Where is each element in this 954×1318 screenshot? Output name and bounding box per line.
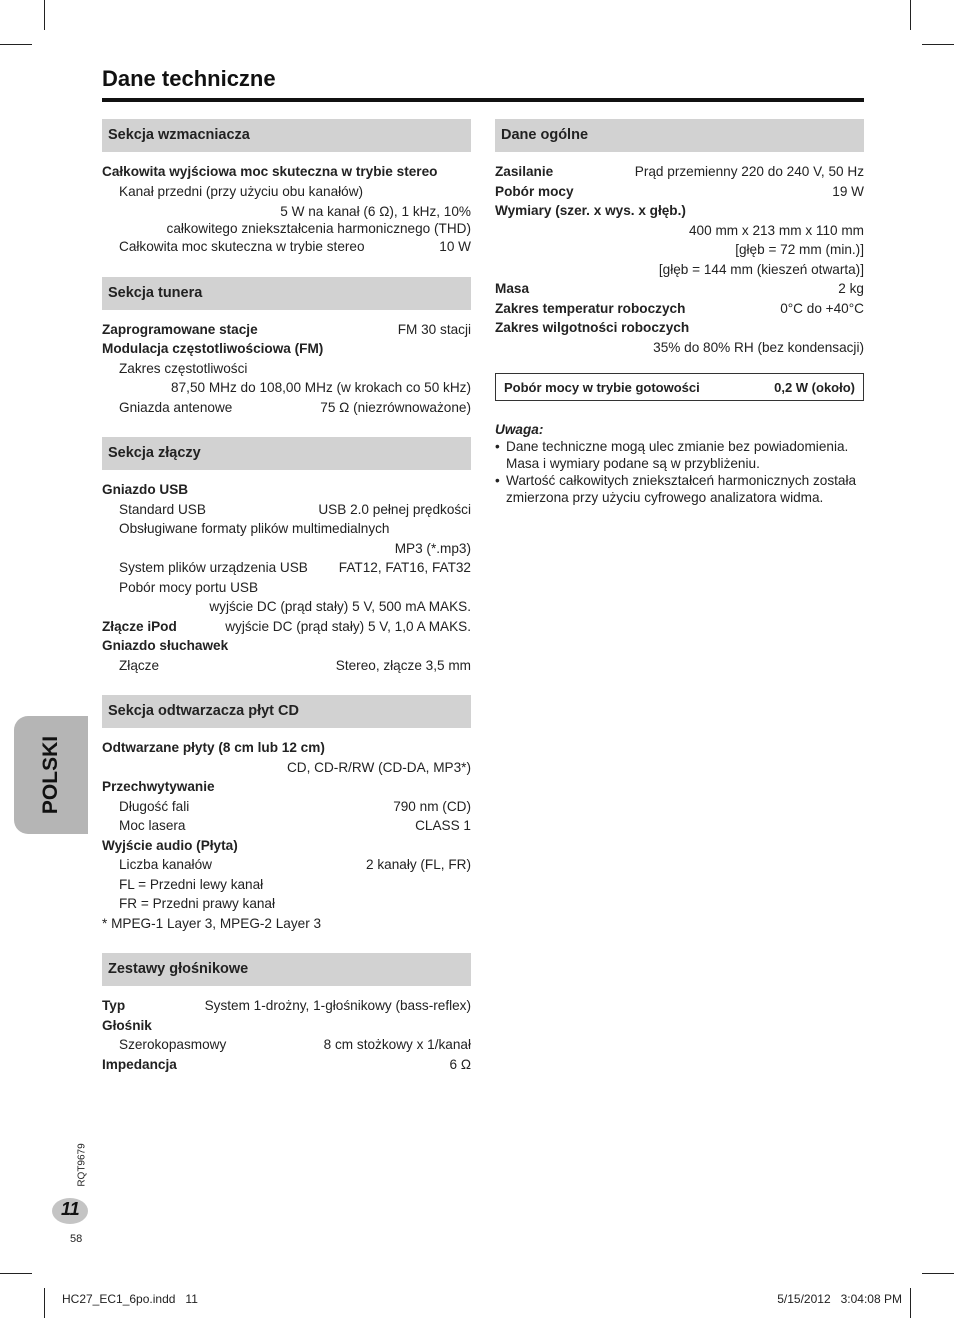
spec-value: 2 kg	[838, 281, 864, 296]
spec-value: Prąd przemienny 220 do 240 V, 50 Hz	[634, 164, 864, 179]
spec-label: Złącze	[119, 657, 160, 673]
spec-value: CLASS 1	[415, 818, 471, 833]
spec-value: System 1-drożny, 1-głośnikowy (bass-reflex)	[204, 998, 471, 1013]
section-heading: Zestawy głośnikowe	[102, 953, 471, 986]
crop-mark	[910, 0, 911, 30]
spec-value: wyjście DC (prąd stały) 5 V, 1,0 A MAKS.	[225, 618, 471, 634]
amplifier-section	[102, 119, 471, 257]
section-heading: Sekcja odtwarzacza płyt CD	[102, 695, 471, 728]
crop-mark	[922, 44, 954, 45]
general-section	[495, 119, 864, 357]
left-column	[102, 119, 471, 1094]
spec-value: CD, CD-R/RW (CD-DA, MP3*)	[286, 759, 471, 775]
section-heading: Sekcja złączy	[102, 437, 471, 470]
spec-label: Zakres temperatur roboczych	[495, 300, 686, 316]
spec-label: Zaprogramowane stacje	[102, 321, 258, 337]
channel-note: FL = Przedni lewy kanał	[119, 876, 264, 892]
terminals-section	[102, 437, 471, 675]
spec-value: 790 nm (CD)	[393, 798, 471, 814]
crop-mark	[0, 44, 32, 45]
spec-label: Odtwarzane płyty (8 cm lub 12 cm)	[102, 740, 325, 755]
spec-value: FM 30 stacji	[397, 321, 471, 337]
spec-value: wyjście DC (prąd stały) 5 V, 500 mA MAKS.	[209, 599, 471, 614]
spec-label: Typ	[102, 998, 126, 1013]
footer-timestamp: 5/15/2012 3:04:08 PM	[777, 1292, 902, 1306]
title-rule	[102, 98, 864, 102]
spec-label: Zasilanie	[495, 164, 554, 179]
spec-label: Masa	[495, 281, 530, 296]
section-heading: Sekcja wzmacniacza	[102, 119, 471, 152]
right-column	[495, 119, 864, 506]
spec-value: 75 Ω (niezrównoważone)	[320, 399, 471, 415]
section-heading: Sekcja tunera	[102, 277, 471, 310]
spec-label: Gniazdo słuchawek	[102, 638, 229, 653]
page-number-small: 58	[70, 1233, 83, 1245]
standby-value: 0,2 W (około)	[774, 379, 855, 395]
section-heading: Dane ogólne	[495, 119, 864, 152]
doc-code: RQT9679	[76, 1143, 88, 1187]
spec-label: Zakres wilgotności roboczych	[495, 320, 690, 335]
spec-label: Przechwytywanie	[102, 779, 215, 794]
page-title: Dane techniczne	[102, 66, 276, 91]
spec-label: Modulacja częstotliwościowa (FM)	[102, 341, 324, 356]
spec-value: 19 W	[832, 183, 864, 199]
spec-value: [głęb = 144 mm (kieszeń otwarta)]	[658, 261, 864, 277]
spec-label: Szerokopasmowy	[119, 1037, 227, 1052]
crop-mark	[44, 0, 45, 30]
spec-label: Liczba kanałów	[119, 857, 212, 872]
spec-value: 0°C do +40°C	[780, 300, 864, 316]
spec-value: 400 mm x 213 mm x 110 mm	[688, 222, 864, 238]
spec-label: Złącze iPod	[102, 618, 177, 634]
notes-heading: Uwaga:	[495, 422, 544, 437]
spec-label: Wymiary (szer. x wys. x głęb.)	[495, 203, 686, 218]
spec-label: Długość fali	[119, 798, 190, 814]
spec-value: 35% do 80% RH (bez kondensacji)	[653, 339, 864, 355]
spec-label: Zakres częstotliwości	[119, 360, 248, 376]
spec-label: Kanał przedni (przy użyciu obu kanałów)	[119, 183, 364, 199]
footer-file: HC27_EC1_6po.indd 11	[62, 1292, 198, 1306]
crop-mark	[910, 1288, 911, 1318]
spec-label: Moc lasera	[119, 818, 186, 833]
note-item: • Dane techniczne mogą ulec zmianie bez powiadomienia. Masa i wymiary podane są w przybliżeniu.	[495, 438, 864, 472]
spec-label: Impedancja	[102, 1056, 177, 1072]
spec-value: 87,50 MHz do 108,00 MHz (w krokach co 50 kHz)	[171, 380, 471, 395]
spec-label: Wyjście audio (Płyta)	[102, 837, 238, 853]
spec-value: USB 2.0 pełnej prędkości	[318, 501, 471, 517]
spec-value: 6 Ω	[449, 1056, 471, 1072]
page-number: 11	[61, 1199, 80, 1219]
spec-label: Standard USB	[119, 501, 206, 517]
spec-value: 2 kanały (FL, FR)	[366, 857, 471, 872]
spec-label: System plików urządzenia USB	[119, 560, 308, 575]
notes	[495, 421, 864, 506]
spec-label: Pobór mocy portu USB	[119, 579, 259, 595]
channel-note: FR = Przedni prawy kanał	[119, 896, 276, 911]
spec-value: FAT12, FAT16, FAT32	[338, 560, 471, 575]
crop-mark	[0, 1273, 32, 1274]
spec-label: Całkowita moc skuteczna w trybie stereo	[119, 239, 365, 254]
spec-value: MP3 (*.mp3)	[394, 540, 471, 556]
spec-label: Gniazda antenowe	[119, 399, 233, 415]
speakers-section	[102, 953, 471, 1074]
spec-value: całkowitego zniekształcenia harmonicznego (THD)	[166, 221, 471, 236]
spec-label: Obsługiwane formaty plików multimedialnych	[119, 521, 390, 536]
standby-power-box	[495, 373, 864, 401]
spec-label: Gniazdo USB	[102, 482, 189, 497]
spec-value: 8 cm stożkowy x 1/kanał	[323, 1037, 471, 1052]
spec-value: [głęb = 72 mm (min.)]	[735, 242, 864, 257]
spec-value: 10 W	[439, 239, 471, 254]
language-tab-label: POLSKI	[39, 735, 62, 815]
spec-label: Całkowita wyjściowa moc skuteczna w trybie stereo	[102, 164, 438, 179]
standby-label: Pobór mocy w trybie gotowości	[504, 379, 700, 395]
crop-mark	[44, 1288, 45, 1318]
crop-mark	[922, 1273, 954, 1274]
cd-section	[102, 695, 471, 933]
spec-value: 5 W na kanał (6 Ω), 1 kHz, 10%	[280, 204, 471, 219]
spec-label: Głośnik	[102, 1017, 152, 1033]
spec-label: Pobór mocy	[495, 183, 574, 199]
notes-list	[495, 438, 864, 506]
spec-value: Stereo, złącze 3,5 mm	[335, 657, 471, 673]
tuner-section	[102, 277, 471, 418]
footnote: * MPEG-1 Layer 3, MPEG-2 Layer 3	[102, 915, 322, 931]
note-item: • Wartość całkowitych zniekształceń harmonicznych została zmierzona przy użyciu cyfrowego analizatora widma.	[495, 472, 864, 506]
